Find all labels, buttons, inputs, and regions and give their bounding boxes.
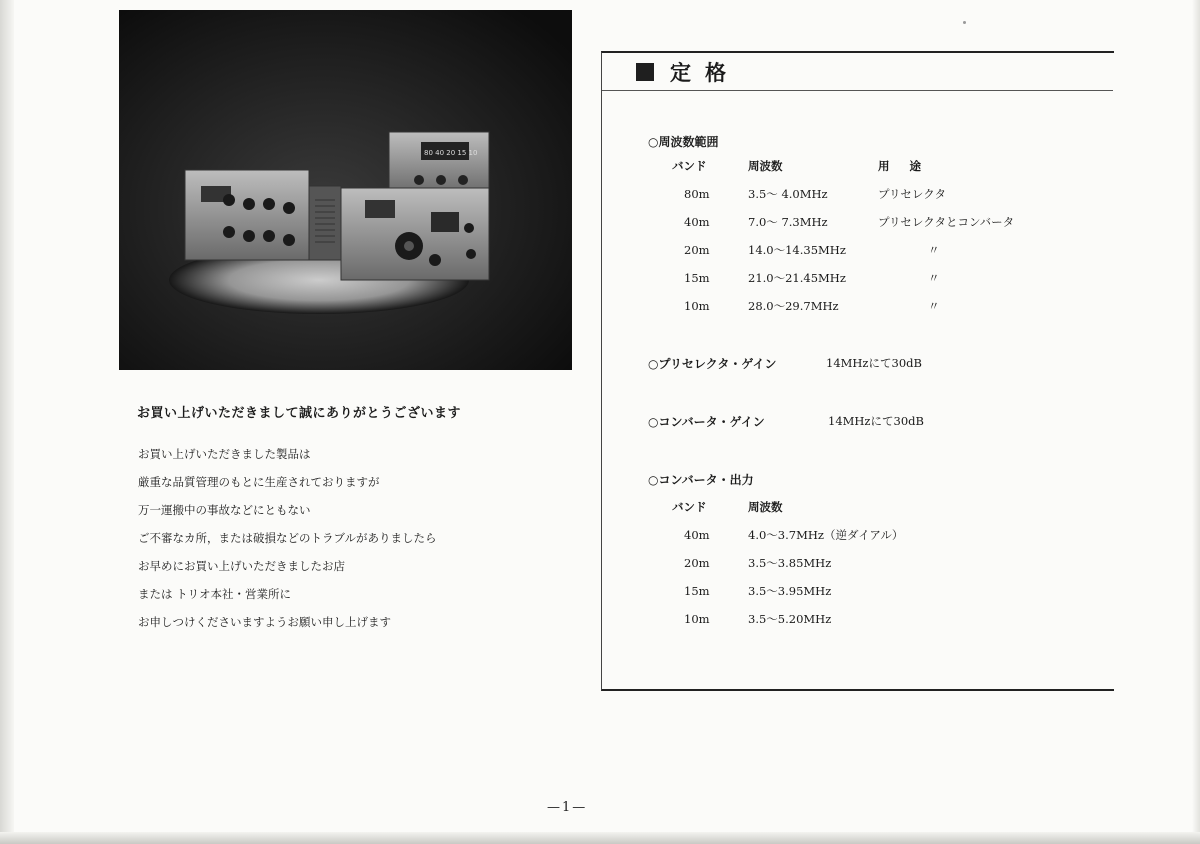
frequency-cell: 28.0～29.7MHz <box>748 299 839 313</box>
table-row <box>672 264 1078 292</box>
band-cell: 15m <box>684 584 710 598</box>
frequency-cell: 3.5～3.95MHz <box>748 584 832 598</box>
table-row <box>672 292 1078 320</box>
band-cell: 40m <box>684 215 710 229</box>
use-cell: 〃 <box>928 299 940 313</box>
table-header-row <box>672 152 1078 180</box>
band-cell: 40m <box>684 528 710 542</box>
band-cell: 10m <box>684 299 710 313</box>
frequency-cell: 14.0～14.35MHz <box>748 243 846 257</box>
use-cell: プリセレクタとコンバータ <box>878 215 1015 229</box>
greeting-line: お申しつけくださいますようお願い申し上げます <box>138 615 391 629</box>
use-cell: 〃 <box>928 243 940 257</box>
greeting-line: ご不審なカ所，または破損などのトラブルがありましたら <box>138 531 437 545</box>
frequency-cell: 3.5～ 4.0MHz <box>748 187 828 201</box>
greeting-line: 厳重な品質管理のもとに生産されておりますが <box>138 475 380 489</box>
frequency-range-table <box>672 152 1078 320</box>
frequency-cell: 3.5～5.20MHz <box>748 612 832 626</box>
greeting-line: お買い上げいただきました製品は <box>138 447 311 461</box>
table-row <box>672 605 903 633</box>
page-edge-shadow-left <box>0 0 14 844</box>
black-square-icon <box>636 63 654 81</box>
band-cell: 20m <box>684 243 710 257</box>
greeting-heading: お買い上げいただきまして誠にありがとうございます <box>137 406 462 421</box>
title-rule <box>602 90 1113 91</box>
spec-title <box>636 58 740 86</box>
greeting-line: お早めにお買い上げいただきましたお店 <box>138 559 345 573</box>
frequency-cell: 3.5～3.85MHz <box>748 556 832 570</box>
spec-title-text: 定格 <box>670 61 740 85</box>
converter-output-table <box>672 493 903 633</box>
page-edge-shadow-bottom <box>0 832 1200 844</box>
frequency-cell: 4.0～3.7MHz（逆ダイアル） <box>748 528 904 542</box>
table-row <box>672 208 1078 236</box>
product-photo <box>119 10 572 370</box>
table-row <box>672 577 903 605</box>
preselector-gain-value: 14MHzにて30dB <box>826 356 922 370</box>
table-row <box>672 549 903 577</box>
table-row <box>672 521 903 549</box>
column-header-use: 用途 <box>878 159 941 173</box>
converter-gain-value: 14MHzにて30dB <box>828 414 924 428</box>
frequency-cell: 21.0～21.45MHz <box>748 271 846 285</box>
band-cell: 80m <box>684 187 710 201</box>
table-row <box>672 236 1078 264</box>
page-number: —1— <box>547 800 588 815</box>
frequency-cell: 7.0～ 7.3MHz <box>748 215 828 229</box>
band-cell: 20m <box>684 556 710 570</box>
column-header-frequency: 周波数 <box>748 159 783 173</box>
column-header-frequency: 周波数 <box>748 500 783 514</box>
greeting-paragraph <box>138 440 437 636</box>
band-panel-label: 80 40 20 15 10 <box>424 149 478 157</box>
column-header-band: バンド <box>672 159 707 173</box>
column-header-band: バンド <box>672 500 707 514</box>
band-cell: 10m <box>684 612 710 626</box>
use-cell: プリセレクタ <box>878 187 946 201</box>
converter-output-heading: ○コンバータ・出力 <box>648 473 754 487</box>
converter-gain-heading: ○コンバータ・ゲイン <box>648 415 765 429</box>
radio-equipment-illustration <box>119 10 572 370</box>
page-edge-shadow-right <box>1192 0 1200 844</box>
greeting-line: または トリオ本社・営業所に <box>138 587 292 601</box>
paper-speck <box>963 21 966 24</box>
band-cell: 15m <box>684 271 710 285</box>
table-row <box>672 180 1078 208</box>
use-cell: 〃 <box>928 271 940 285</box>
frequency-range-heading: ○周波数範囲 <box>648 135 719 149</box>
preselector-gain-heading: ○プリセレクタ・ゲイン <box>648 357 777 371</box>
greeting-line: 万一運搬中の事故などにともない <box>138 503 311 517</box>
table-header-row <box>672 493 903 521</box>
